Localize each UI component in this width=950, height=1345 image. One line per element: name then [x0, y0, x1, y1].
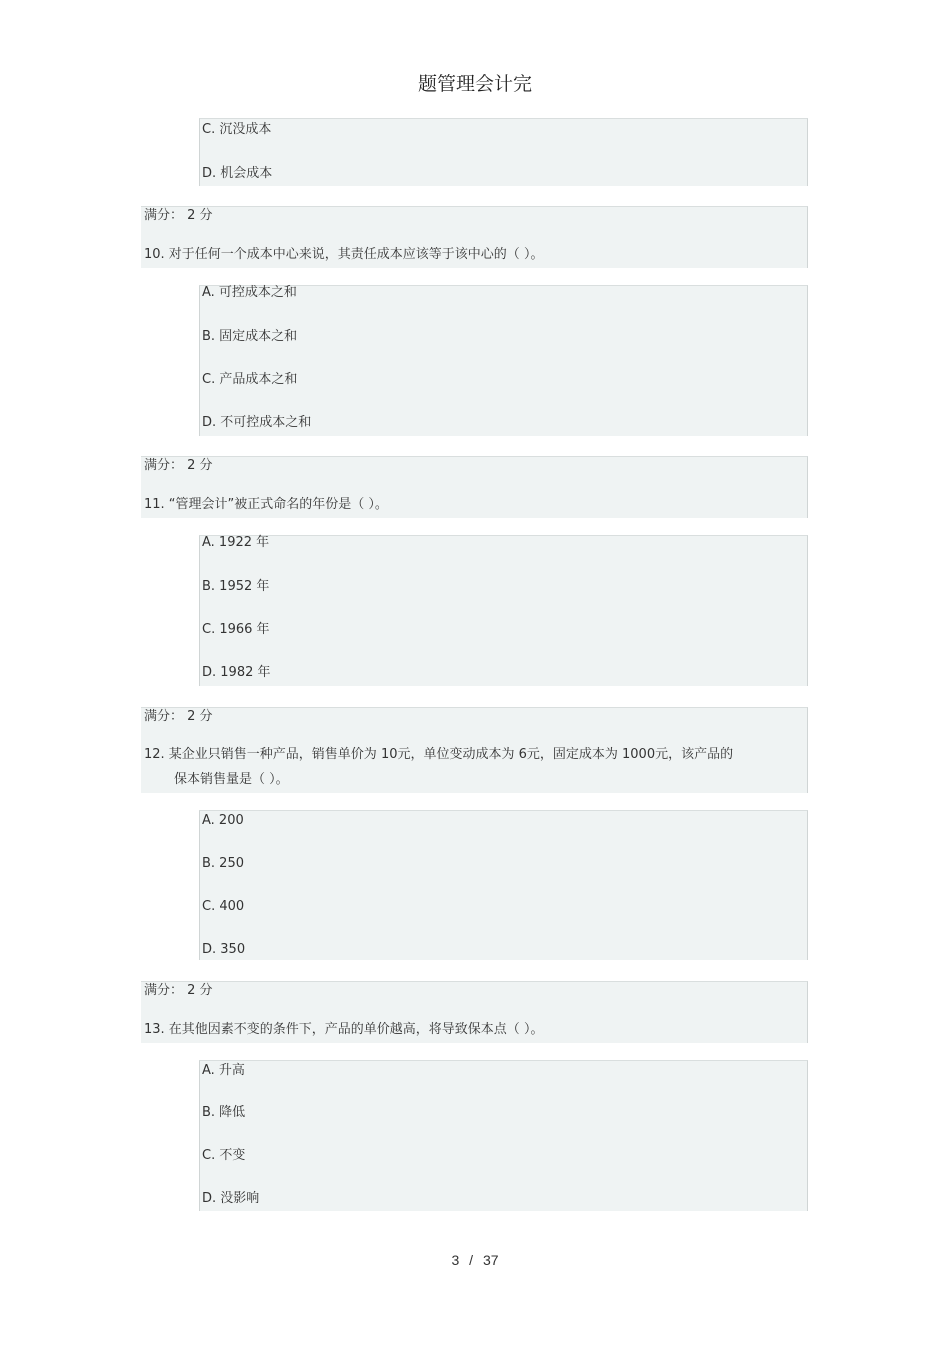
option-b: B. 250: [202, 856, 244, 871]
option-c: C. 产品成本之和: [202, 372, 298, 387]
options-panel-q10: [199, 285, 808, 436]
option-d: D. 1982 年: [202, 665, 271, 680]
page-number: [0, 1252, 950, 1268]
question-text: 10. 对于任何一个成本中心来说，其责任成本应该等于该中心的（ ）。: [144, 247, 544, 262]
current-page: 3: [451, 1252, 460, 1268]
option-d: D. 机会成本: [202, 166, 273, 181]
option-a: A. 可控成本之和: [202, 285, 297, 300]
score-label: 满分： 2 分: [144, 208, 213, 223]
option-d: D. 350: [202, 942, 246, 957]
option-b: B. 固定成本之和: [202, 329, 298, 344]
score-label: 满分： 2 分: [144, 709, 213, 724]
option-b: B. 降低: [202, 1105, 246, 1120]
question-text: 11. “管理会计”被正式命名的年份是（ ）。: [144, 497, 388, 512]
score-label: 满分： 2 分: [144, 983, 213, 998]
option-a: A. 1922 年: [202, 535, 270, 550]
question-text: 12. 某企业只销售一种产品，销售单价为 10元，单位变动成本为 6元，固定成本为 1000元，该产品的: [144, 747, 734, 762]
total-pages: 37: [482, 1252, 499, 1268]
option-d: D. 不可控成本之和: [202, 415, 312, 430]
option-c: C. 1966 年: [202, 622, 270, 637]
option-c: C. 沉没成本: [202, 122, 272, 137]
option-c: C. 400: [202, 899, 245, 914]
page-title: 题管理会计完: [417, 73, 532, 95]
question-panel-q11: [141, 456, 808, 518]
question-panel-q13: [141, 981, 808, 1043]
options-panel-q11: [199, 535, 808, 686]
question-panel-q12: [141, 707, 808, 793]
page-separator: /: [469, 1252, 474, 1268]
option-b: B. 1952 年: [202, 579, 270, 594]
score-label: 满分： 2 分: [144, 458, 213, 473]
question-text: 13. 在其他因素不变的条件下，产品的单价越高，将导致保本点（ ）。: [144, 1022, 544, 1037]
options-panel-q13: [199, 1060, 808, 1211]
option-a: A. 200: [202, 813, 244, 828]
option-d: D. 没影响: [202, 1191, 260, 1206]
options-panel-q12: [199, 810, 808, 960]
option-c: C. 不变: [202, 1148, 246, 1163]
question-text-continued: 保本销售量是（ ）。: [174, 772, 289, 787]
option-a: A. 升高: [202, 1063, 245, 1078]
question-panel-q10: [141, 206, 808, 268]
options-panel-q9: [199, 118, 808, 186]
